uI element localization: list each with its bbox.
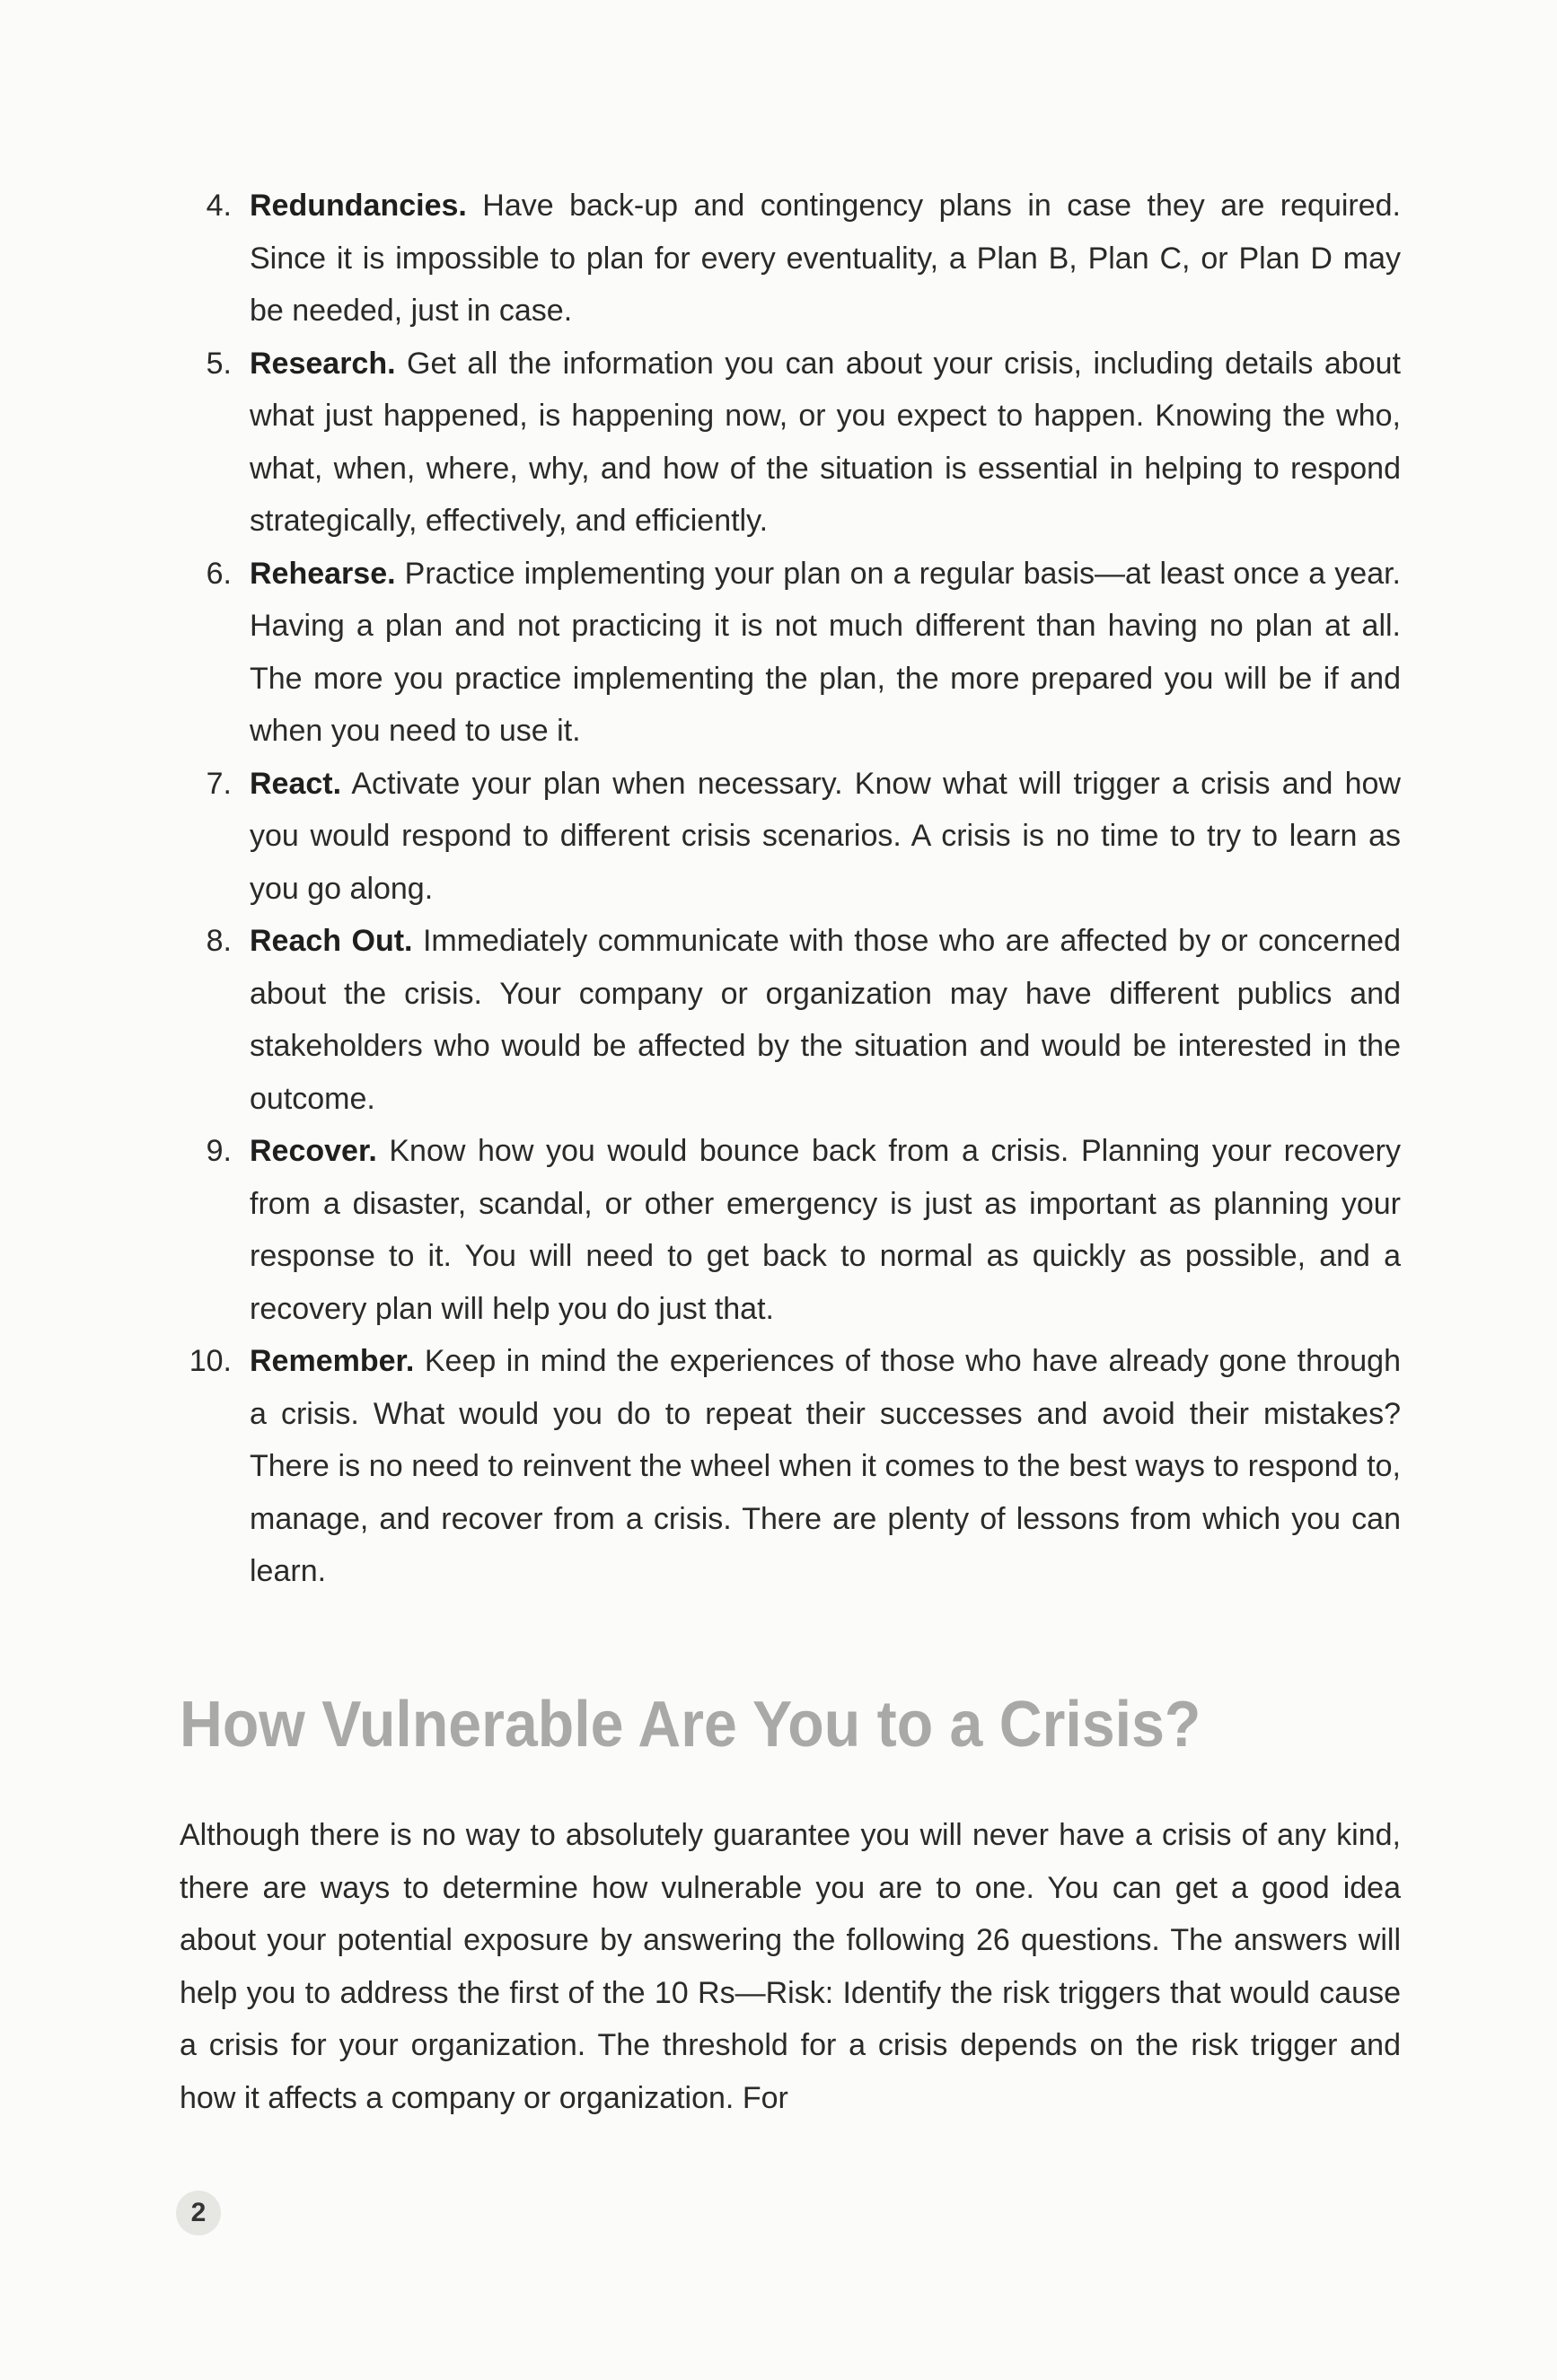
- item-term: Rehearse.: [250, 556, 396, 591]
- item-text: Immediately communicate with those who are affected by or concerned about the crisis. Your company or organization may have different publics and stakeholders who would be affected by the situation and would be interested in the outcome.: [250, 924, 1401, 1116]
- page-number: 2: [176, 2191, 221, 2235]
- item-number: 6.: [206, 556, 232, 591]
- item-term: Research.: [250, 346, 396, 381]
- item-number: 9.: [206, 1134, 232, 1168]
- numbered-list: [180, 180, 1401, 1598]
- item-term: Reach Out.: [250, 924, 413, 958]
- item-number: 10.: [189, 1344, 232, 1378]
- list-item-9: [180, 1125, 1401, 1335]
- list-item-4: [180, 180, 1401, 338]
- item-term: Redundancies.: [250, 189, 467, 223]
- item-number: 5.: [206, 346, 232, 381]
- item-text: Have back-up and contingency plans in case they are required. Since it is impossible to plan for every eventuality, a Plan B, Plan C, or Plan D may be needed, just in case.: [250, 189, 1401, 328]
- item-term: Remember.: [250, 1344, 415, 1378]
- list-item-5: [180, 338, 1401, 548]
- list-item-10: [180, 1335, 1401, 1598]
- item-number: 8.: [206, 924, 232, 958]
- item-text: Practice implementing your plan on a regular basis—at least once a year. Having a plan and not practicing it is not much different than having no plan at all. The more you practice implementing the plan, the more prepared you will be if and when you need to use it.: [250, 556, 1401, 748]
- item-term: Recover.: [250, 1134, 377, 1168]
- item-text: Activate your plan when necessary. Know what will trigger a crisis and how you would respond to different crisis scenarios. A crisis is no time to try to learn as you go along.: [250, 766, 1401, 906]
- list-item-6: [180, 548, 1401, 758]
- list-item-8: [180, 915, 1401, 1125]
- body-paragraph: Although there is no way to absolutely guarantee you will never have a crisis of any kind, there are ways to determine how vulnerable you are to one. You can get a good idea about your potential exposure by answering the following 26 questions. The answers will help you to address the first of the 10 Rs—Risk: Identify the risk triggers that would cause a crisis for your organization. The threshold for a crisis depends on the risk trigger and how it affects a company or organization. For: [180, 1818, 1401, 2115]
- item-term: React.: [250, 766, 342, 801]
- item-number: 7.: [206, 766, 232, 801]
- list-item-7: [180, 758, 1401, 916]
- item-number: 4.: [206, 189, 232, 223]
- item-text: Get all the information you can about your crisis, including details about what just happened, is happening now, or you expect to happen. Knowing the who, what, when, where, why, and how of the situation is essential in helping to respond strategically, effectively, and efficiently.: [250, 346, 1401, 538]
- item-text: Know how you would bounce back from a crisis. Planning your recovery from a disaster, scandal, or other emergency is just as important as planning your response to it. You will need to get back to normal as quickly as possible, and a recovery plan will help you do just that.: [250, 1134, 1401, 1326]
- item-text: Keep in mind the experiences of those who have already gone through a crisis. What would you do to repeat their successes and avoid their mistakes? There is no need to reinvent the wheel when it comes to the best ways to respond to, manage, and recover from a crisis. There are plenty of lessons from which you can learn.: [250, 1344, 1401, 1588]
- section-heading: How Vulnerable Are You to a Crisis?: [180, 1689, 1201, 1761]
